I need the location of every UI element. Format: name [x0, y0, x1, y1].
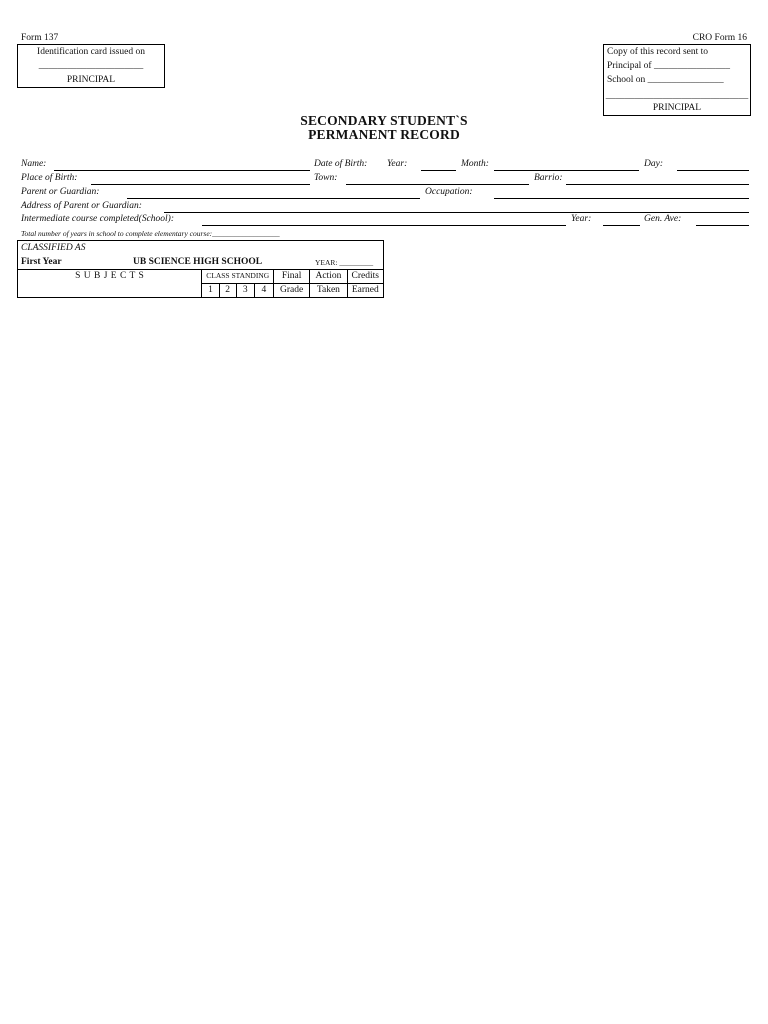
barrio-label: Barrio:: [534, 173, 563, 183]
copy-signature-blank: ______________________________: [605, 91, 749, 101]
school-name: UB SCIENCE HIGH SCHOOL: [133, 256, 263, 267]
dob-month-label: Month:: [461, 159, 489, 169]
address-line[interactable]: [164, 212, 749, 213]
gen-ave-label: Gen. Ave:: [644, 214, 682, 224]
first-year-record-table: [17, 240, 384, 298]
final-grade-header-bottom: Grade: [273, 283, 309, 297]
dob-label: Date of Birth:: [314, 159, 368, 169]
intermediate-line[interactable]: [202, 225, 566, 226]
town-line[interactable]: [346, 184, 529, 185]
copy-sent-label: Copy of this record sent to: [607, 47, 709, 57]
occupation-label: Occupation:: [425, 187, 473, 197]
quarter-4-header: 4: [254, 283, 273, 297]
year-level-label: First Year: [21, 256, 62, 267]
intermediate-year-line[interactable]: [603, 225, 640, 226]
page-title-line1: SECONDARY STUDENT`S: [300, 113, 468, 128]
action-taken-header-top: Action: [310, 269, 347, 283]
dob-day-label: Day:: [644, 159, 663, 169]
name-label: Name:: [21, 159, 47, 169]
subjects-header: S U B J E C T S: [18, 269, 202, 297]
intermediate-label: Intermediate course completed(School):: [21, 214, 175, 224]
page-title-line2: PERMANENT RECORD: [308, 127, 460, 142]
occupation-line[interactable]: [494, 198, 749, 199]
quarter-1-header: 1: [202, 283, 219, 297]
pob-line[interactable]: [91, 184, 310, 185]
school-row: [18, 255, 384, 270]
barrio-line[interactable]: [566, 184, 749, 185]
id-card-box: [17, 44, 165, 88]
school-year-field: YEAR: _________: [315, 257, 374, 267]
total-years-label: Total number of years in school to complete elementary course:__________________: [21, 229, 280, 238]
credits-earned-header-bottom: Earned: [347, 283, 383, 297]
dob-year-label: Year:: [387, 159, 408, 169]
credits-earned-header-top: Credits: [347, 269, 383, 283]
form-code-right: CRO Form 16: [692, 33, 747, 43]
town-label: Town:: [314, 173, 338, 183]
parent-line[interactable]: [127, 198, 420, 199]
dob-year-line[interactable]: [421, 170, 456, 171]
classified-as-label: CLASSIFIED AS: [18, 241, 384, 255]
copy-principal-label: PRINCIPAL: [652, 103, 702, 113]
copy-sent-box: [603, 44, 751, 116]
id-card-principal-label: PRINCIPAL: [66, 75, 116, 85]
parent-label: Parent or Guardian:: [21, 187, 100, 197]
address-label: Address of Parent or Guardian:: [21, 201, 142, 211]
dob-month-line[interactable]: [494, 170, 639, 171]
quarter-3-header: 3: [236, 283, 254, 297]
name-line[interactable]: [54, 170, 310, 171]
copy-principal-of: Principal of ________________: [607, 61, 730, 71]
id-card-issued-label: Identification card issued on: [37, 47, 145, 57]
intermediate-year-label: Year:: [571, 214, 592, 224]
quarter-2-header: 2: [219, 283, 236, 297]
form-code-left: Form 137: [21, 33, 59, 43]
pob-label: Place of Birth:: [21, 173, 78, 183]
id-card-date-blank: ______________________: [38, 61, 144, 71]
dob-day-line[interactable]: [677, 170, 749, 171]
class-standing-header: CLASS STANDING: [202, 269, 274, 283]
final-grade-header-top: Final: [273, 269, 309, 283]
copy-school-on: School on ________________: [607, 75, 724, 85]
action-taken-header-bottom: Taken: [310, 283, 347, 297]
gen-ave-line[interactable]: [696, 225, 749, 226]
